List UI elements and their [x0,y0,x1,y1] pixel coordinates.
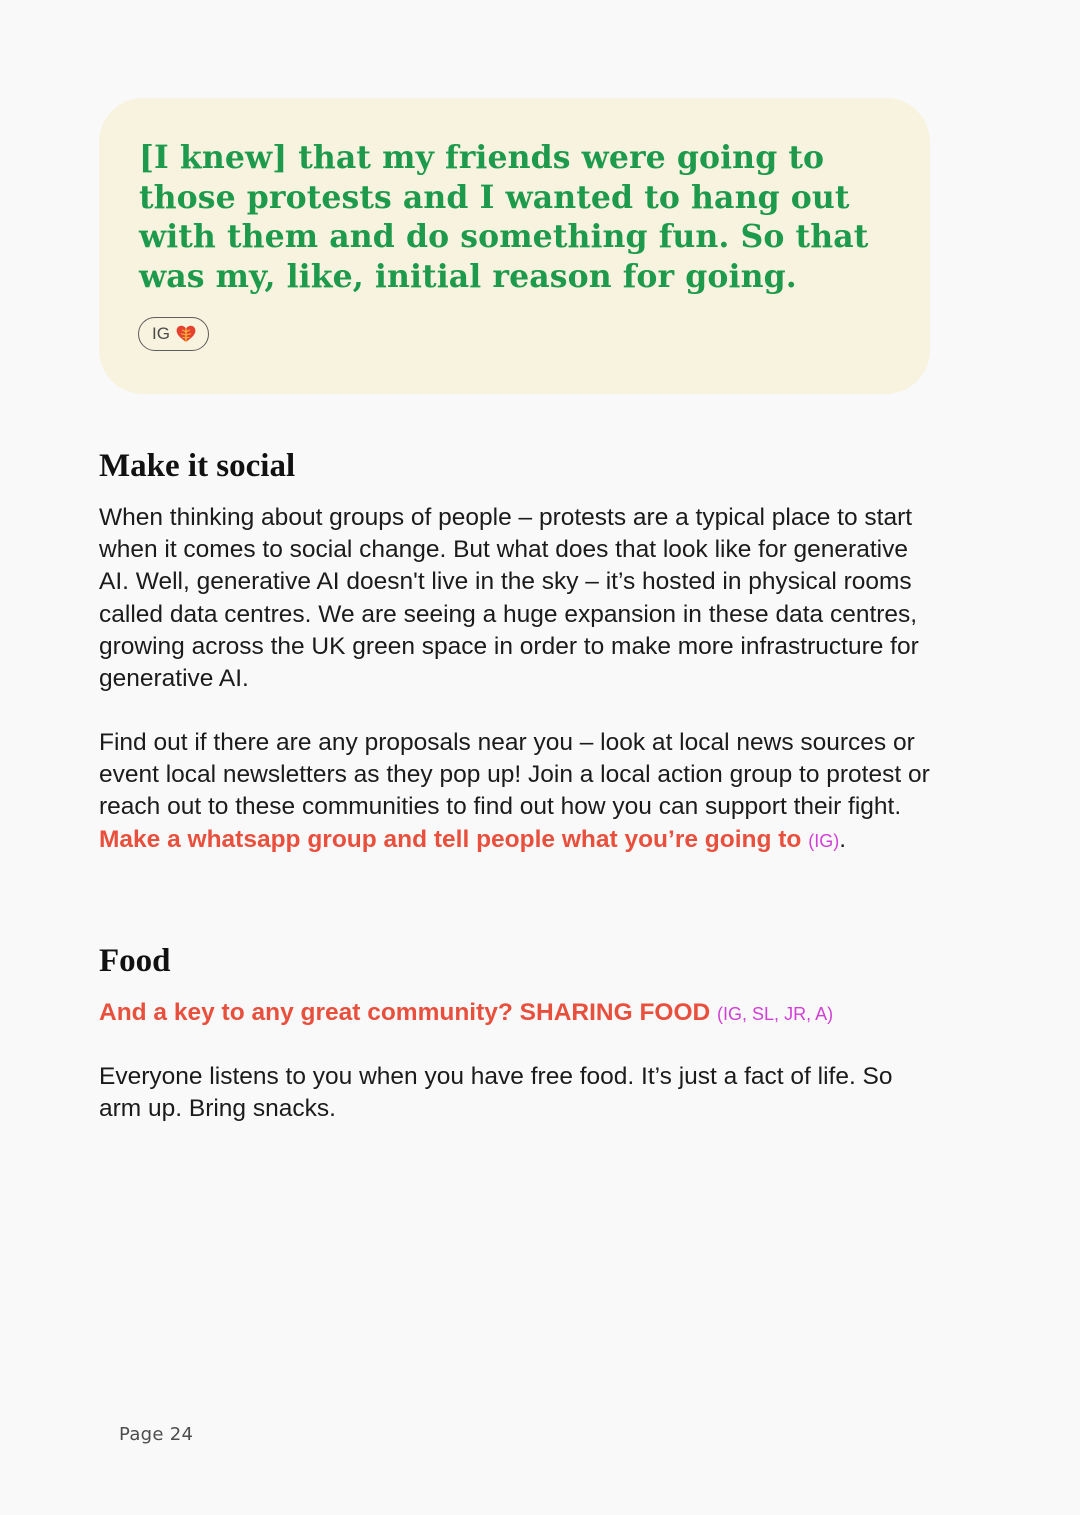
paragraph-text: When thinking about groups of people – protests are a typical place to start when it comes to social change. But what does that look like for generative AI. Well, generative AI doesn't live in the sky – it’s hosted in physical rooms called data centres. We are seeing a huge expansion in these data centres, growing across the UK green space in order to make more infrastructure for generative AI. [99,504,919,693]
paragraph-free-food [99,1061,939,1125]
attribution-label: IG [152,324,170,343]
highlight-whatsapp: Make a whatsapp group and tell people what you’re going to [99,825,802,853]
attribution-badge [138,317,209,351]
heart-icon [176,325,196,343]
citation: (IG, SL, JR, A) [717,1004,834,1024]
quote-text: [I knew] that my friends were going to those protests and I wanted to hang out with them and do something fun. So that was my, like, initial reason for going. [139,139,869,295]
section-heading-make-it-social: Make it social [99,448,296,484]
citation: (IG) [808,830,840,851]
highlight-sharing-food: And a key to any great community? SHARING FOOD [99,999,711,1026]
paragraph-proposals [99,727,939,857]
paragraph-data-centres [99,502,939,695]
quote-card [99,98,930,394]
paragraph-text: Everyone listens to you when you have free food. It’s just a fact of life. So arm up. Bring snacks. [99,1063,893,1123]
section-heading-food: Food [99,943,171,979]
paragraph-sharing-food [99,997,939,1030]
paragraph-end: . [839,825,847,853]
page-number: Page 24 [119,1424,194,1445]
paragraph-text: Find out if there are any proposals near you – look at local news sources or event local newsletters as they pop up! Join a local action group to protest or reach out to these communities to find out how you can support their fight. [99,729,930,821]
